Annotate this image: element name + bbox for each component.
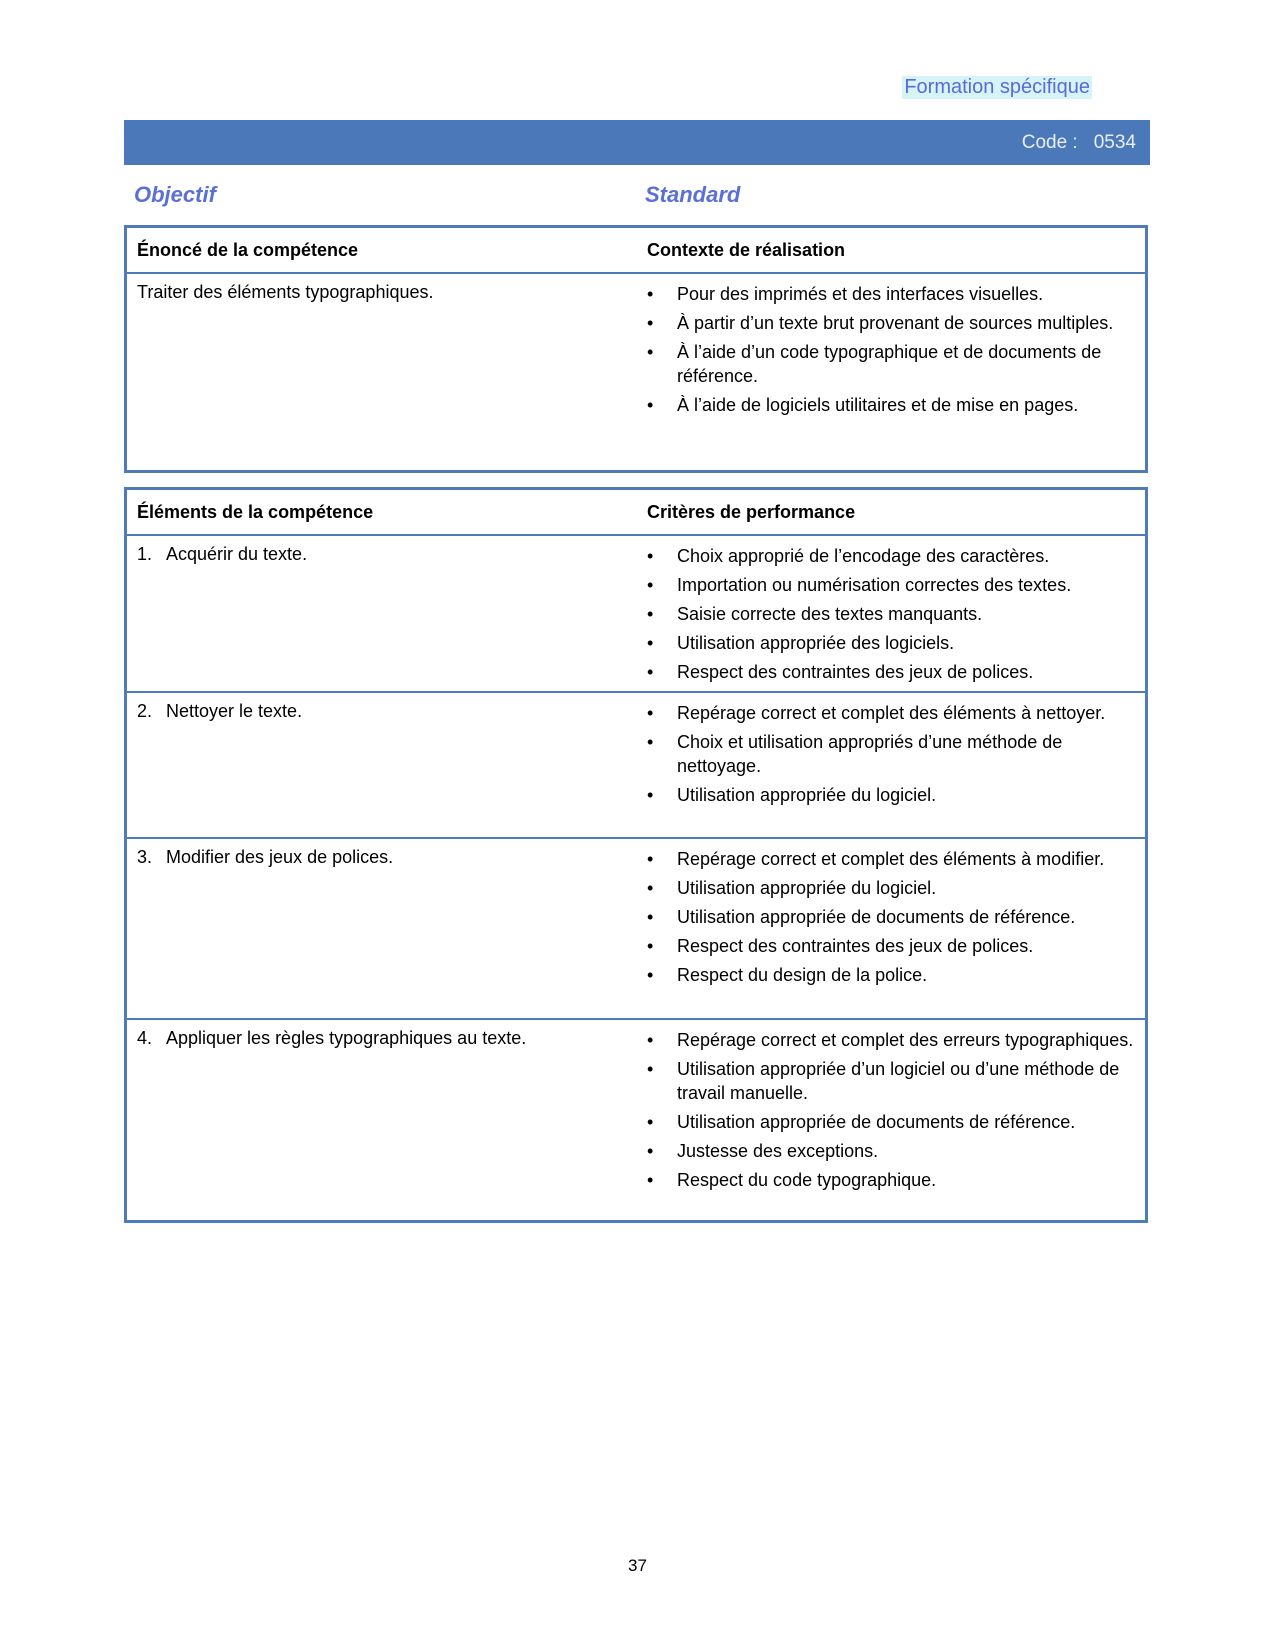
list-item: • À l’aide d’un code typographique et de documents de référence. [647,340,1137,388]
table-header [127,228,1145,274]
statement-header: Énoncé de la compétence [137,240,359,260]
element-text: Nettoyer le texte. [166,701,303,721]
page-number: 37 [628,1556,647,1575]
criteria-header: Critères de performance [647,502,856,522]
standard-title: Standard [645,182,741,207]
list-item: • Repérage correct et complet des éléments à nettoyer. [647,701,1137,725]
table-row [127,536,1145,691]
element-number: 3. [137,847,153,867]
element-number: 1. [137,544,153,564]
table-row [127,691,1145,837]
list-item: • Respect du code typographique. [647,1168,1137,1192]
list-item: • Importation ou numérisation correctes des textes. [647,573,1137,597]
code-text [1022,132,1136,154]
table-row [127,837,1145,1018]
list-item: • Repérage correct et complet des éléments à modifier. [647,847,1137,871]
list-item: • Utilisation appropriée d’un logiciel ou d’une méthode de travail manuelle. [647,1057,1137,1105]
code-bar [124,120,1150,165]
list-item: • Utilisation appropriée de documents de référence. [647,905,1137,929]
competency-elements-table [124,487,1148,1223]
competency-statement: Traiter des éléments typographiques. [137,282,434,302]
table-header [127,490,1145,536]
context-list [647,282,1137,422]
objective-standard-row [134,182,1144,212]
document-section-label: Formation spécifique [904,76,1090,98]
element-label [137,847,627,868]
list-item: • Utilisation appropriée des logiciels. [647,631,1137,655]
objectif-title: Objectif [134,182,216,207]
list-item: • Utilisation appropriée du logiciel. [647,876,1137,900]
element-label [137,544,627,565]
context-header: Contexte de réalisation [647,240,846,260]
element-text: Modifier des jeux de polices. [166,847,394,867]
element-label [137,701,627,722]
element-text: Appliquer les règles typographiques au texte. [166,1028,527,1048]
elements-header: Éléments de la compétence [137,502,374,522]
list-item: • Repérage correct et complet des erreurs typographiques. [647,1028,1137,1052]
list-item: • Saisie correcte des textes manquants. [647,602,1137,626]
criteria-list [647,1028,1137,1197]
list-item: • Justesse des exceptions. [647,1139,1137,1163]
criteria-list [647,847,1137,992]
list-item: • À l’aide de logiciels utilitaires et de mise en pages. [647,393,1137,417]
list-item: • Pour des imprimés et des interfaces visuelles. [647,282,1137,306]
element-number: 2. [137,701,153,721]
table-row [127,1018,1145,1218]
list-item: • Utilisation appropriée de documents de référence. [647,1110,1137,1134]
element-text: Acquérir du texte. [166,544,308,564]
code-value: 0534 [1093,132,1136,153]
list-item: • Respect du design de la police. [647,963,1137,987]
element-number: 4. [137,1028,153,1048]
element-label [137,1028,627,1049]
list-item: • Respect des contraintes des jeux de polices. [647,660,1137,684]
list-item: • Choix approprié de l’encodage des caractères. [647,544,1137,568]
list-item: • Utilisation appropriée du logiciel. [647,783,1137,807]
competency-statement-table [124,225,1148,473]
criteria-list [647,701,1137,812]
code-label: Code : [1021,132,1078,153]
list-item: • À partir d’un texte brut provenant de sources multiples. [647,311,1137,335]
list-item: • Choix et utilisation appropriés d’une méthode de nettoyage. [647,730,1137,778]
list-item: • Respect des contraintes des jeux de polices. [647,934,1137,958]
table-row [127,274,1145,473]
criteria-list [647,544,1137,689]
